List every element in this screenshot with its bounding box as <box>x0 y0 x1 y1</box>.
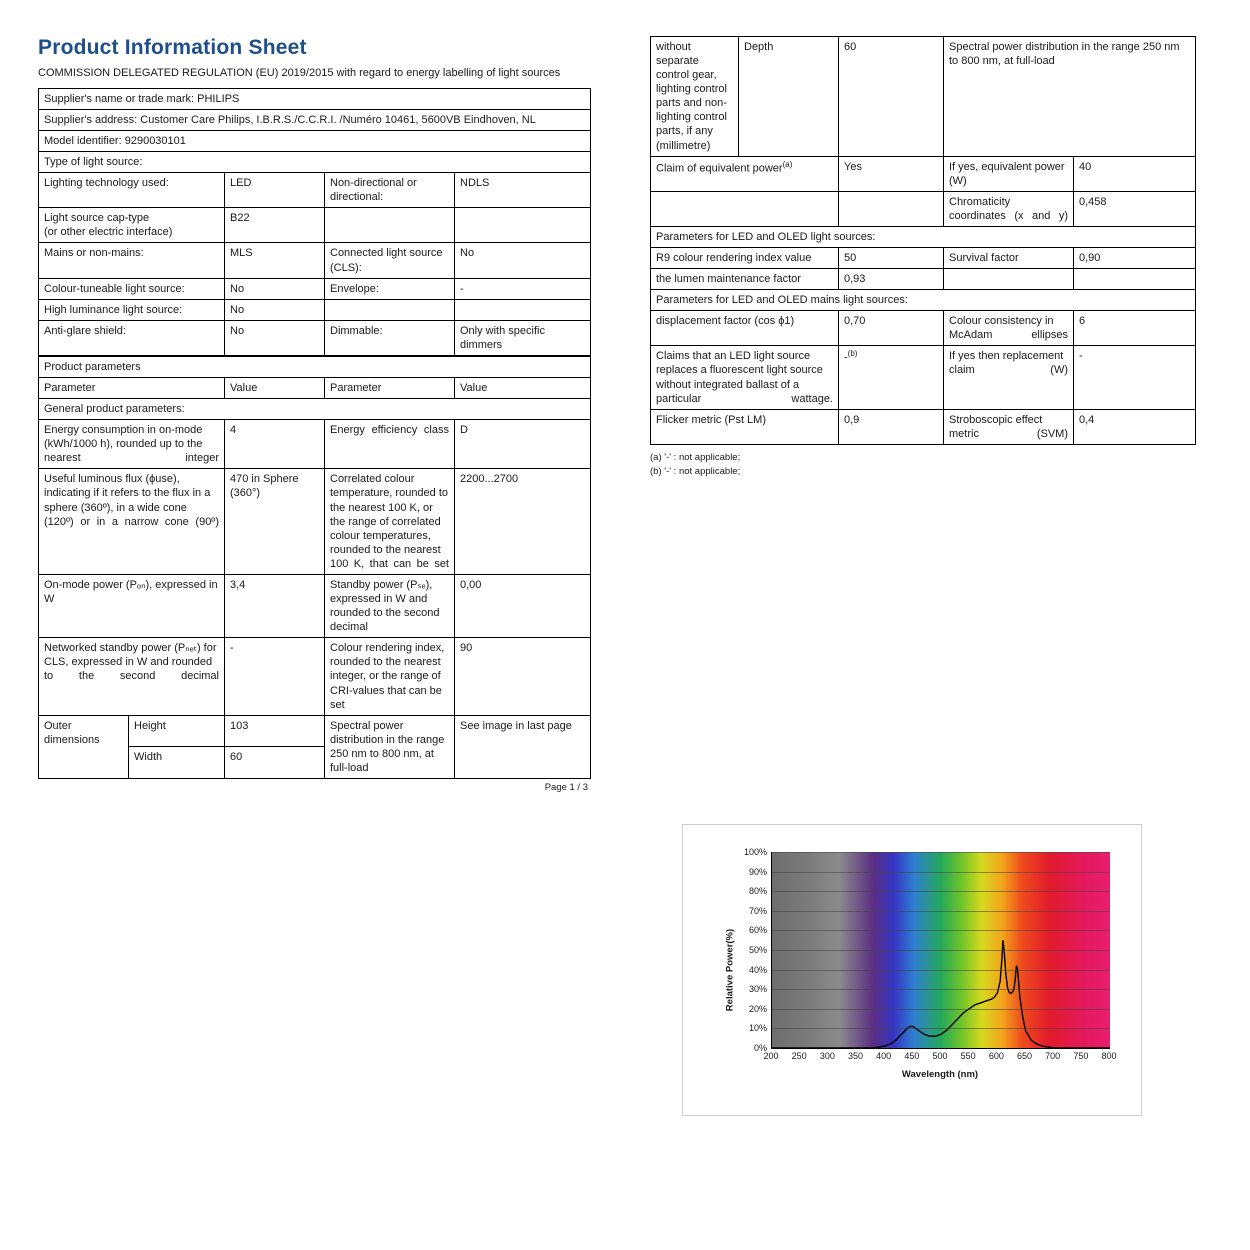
directionality-value: NDLS <box>455 173 591 208</box>
footnote-a: (a) '-' : not applicable; <box>650 451 741 463</box>
chart-gridline <box>772 989 1110 990</box>
cap-type-label-line2: (or other electric interface) <box>44 226 173 239</box>
displacement-factor-label: displacement factor (cos ϕ1) <box>651 311 839 346</box>
table-row <box>39 109 591 130</box>
colour-tuneable-label: Colour-tuneable light source: <box>39 278 225 299</box>
footnotes <box>650 451 1195 480</box>
width-value: 60 <box>225 747 325 779</box>
envelope-value: - <box>455 278 591 299</box>
chart-x-tick: 400 <box>876 1051 892 1061</box>
right-continuation-table <box>650 36 1196 445</box>
high-luminance-label: High luminance light source: <box>39 299 225 320</box>
type-of-light-source-header: Type of light source: <box>39 152 591 173</box>
chart-y-tick: 30% <box>748 984 767 995</box>
table-row <box>39 574 591 637</box>
table-row <box>651 269 1196 290</box>
led-oled-banner: Parameters for LED and OLED light sources: <box>651 226 1196 247</box>
lumen-maintenance-empty-value <box>1074 269 1196 290</box>
equivalent-power-value: 40 <box>1074 156 1196 191</box>
table-row <box>39 399 591 420</box>
footnote-b: (b) '-' : not applicable; <box>650 466 741 478</box>
fluorescent-replacement-value: -$^{(b)}$ <box>839 346 944 409</box>
lighting-technology-label: Lighting technology used: <box>39 173 225 208</box>
r9-label: R9 colour rendering index value <box>651 248 839 269</box>
chart-y-tick: 90% <box>748 866 767 877</box>
left-column <box>38 36 590 793</box>
equivalent-power-claim-label: Claim of equivalent power$^{(a)}$ <box>651 156 839 191</box>
page-number: Page 1 / 3 <box>544 781 588 793</box>
chart-y-tick: 60% <box>748 925 767 936</box>
high-luminance-value: No <box>225 299 325 320</box>
lumen-maintenance-value: 0,93 <box>839 269 944 290</box>
chart-gridline <box>772 970 1110 971</box>
networked-standby-value: - <box>225 638 325 715</box>
table-row <box>651 290 1196 311</box>
col-header-parameter-2: Parameter <box>325 378 455 399</box>
chart-y-tick: 50% <box>748 945 767 955</box>
connected-light-source-label: Connected light source (CLS): <box>325 243 455 278</box>
table-row <box>39 715 591 747</box>
chart-y-tick: 20% <box>748 1003 767 1014</box>
stroboscopic-label: Stroboscopic effect metric (SVM) <box>944 409 1074 444</box>
supplier-name-label: Supplier's name or trade mark: <box>44 92 195 105</box>
on-mode-power-label: On-mode power (Pₒₙ), expressed in W <box>39 574 225 637</box>
outer-dimensions-label: Outer dimensions <box>39 715 129 778</box>
chart-x-tick: 700 <box>1045 1051 1061 1061</box>
chromaticity-value: 0,458 <box>1074 191 1196 226</box>
chart-x-tick: 800 <box>1101 1051 1117 1061</box>
chromaticity-empty-value <box>839 191 944 226</box>
stroboscopic-value: 0,4 <box>1074 409 1196 444</box>
lumen-maintenance-label: the lumen maintenance factor <box>651 269 839 290</box>
envelope-label: Envelope: <box>325 278 455 299</box>
depth-label: Depth <box>739 37 839 157</box>
replacement-claim-label: If yes then replacement claim (W) <box>944 346 1074 409</box>
col-header-value-2: Value <box>455 378 591 399</box>
colour-tuneable-value: No <box>225 278 325 299</box>
height-value: 103 <box>225 715 325 747</box>
chart-x-tick: 750 <box>1073 1051 1089 1061</box>
mains-label: Mains or non-mains: <box>39 243 225 278</box>
energy-class-value: D <box>455 420 591 469</box>
spectral-power-chart <box>682 824 1142 1116</box>
chart-y-tick: 0% <box>753 1043 767 1053</box>
standby-power-value: 0,00 <box>455 574 591 637</box>
colour-consistency-value: 6 <box>1074 311 1196 346</box>
anti-glare-value: No <box>225 320 325 355</box>
cap-type-label <box>39 208 225 243</box>
table-row <box>651 311 1196 346</box>
chart-x-tick: 500 <box>932 1051 948 1061</box>
height-label: Height <box>129 715 225 747</box>
spectral-power-value: See image in last page <box>455 715 591 778</box>
table-row <box>39 638 591 715</box>
directionality-label: Non-directional or directional: <box>325 173 455 208</box>
chart-x-tick: 350 <box>847 1051 864 1061</box>
chart-gridline <box>772 852 1110 853</box>
depth-value: 60 <box>839 37 944 157</box>
table-row <box>651 226 1196 247</box>
survival-factor-label: Survival factor <box>944 248 1074 269</box>
product-parameters-banner: Product parameters <box>39 356 591 377</box>
model-identifier-label: Model identifier: <box>44 135 122 147</box>
chart-y-tick: 80% <box>748 886 767 897</box>
page-title: Product Information Sheet <box>38 36 307 59</box>
table-row <box>651 156 1196 191</box>
model-identifier-cell <box>39 131 591 152</box>
supplier-name-cell <box>39 88 591 109</box>
product-parameters-table <box>38 356 591 779</box>
model-identifier-value: 9290030101 <box>124 135 186 147</box>
chart-x-tick: 250 <box>791 1051 807 1061</box>
supplier-address-label: Supplier's address: <box>44 113 138 126</box>
table-row <box>39 152 591 173</box>
equivalent-power-claim-value: Yes <box>839 156 944 191</box>
networked-standby-label: Networked standby power (Pₙₑₜ) for CLS, expressed in W and rounded to the second decimal <box>39 638 225 715</box>
cri-label: Colour rendering index, rounded to the nearest integer, or the range of CRI-values that can be set <box>325 638 455 715</box>
chart-gridline <box>772 950 1110 951</box>
table-row <box>39 299 591 320</box>
energy-consumption-label: Energy consumption in on-mode (kWh/1000 h), rounded up to the nearest integer <box>39 420 225 469</box>
supplier-address-cell <box>39 109 591 130</box>
connected-light-source-value: No <box>455 243 591 278</box>
chart-x-tick: 650 <box>1016 1051 1033 1061</box>
cap-type-empty-value <box>455 208 591 243</box>
cri-value: 90 <box>455 638 591 715</box>
chromaticity-empty-label <box>651 191 839 226</box>
chart-x-tick: 600 <box>988 1051 1004 1061</box>
mains-value: MLS <box>225 243 325 278</box>
high-luminance-empty-label <box>325 299 455 320</box>
chart-x-axis-label: Wavelength (nm) <box>901 1069 979 1080</box>
table-row <box>39 88 591 109</box>
high-luminance-empty-value <box>455 299 591 320</box>
colour-temperature-label: Correlated colour temperature, rounded to the nearest 100 K, or the range of correlated colour temperatures, rounded to the nearest 100 K, that can be set <box>325 469 455 575</box>
table-row <box>651 409 1196 444</box>
supplier-table <box>38 88 591 356</box>
survival-factor-value: 0,90 <box>1074 248 1196 269</box>
chart-gridline <box>772 930 1110 931</box>
spectral-range-label: Spectral power distribution in the range 250 nm to 800 nm, at full-load <box>944 37 1196 157</box>
table-row <box>651 191 1196 226</box>
chart-y-tick: 10% <box>748 1023 767 1034</box>
col-header-value-1: Value <box>225 378 325 399</box>
table-row <box>39 378 591 399</box>
flicker-metric-label: Flicker metric (Pst LM) <box>651 409 839 444</box>
cap-type-label-line1: Light source cap-type <box>44 212 150 225</box>
supplier-name-value: PHILIPS <box>197 92 240 105</box>
standby-power-label: Standby power (Pₛₑ), expressed in W and rounded to the second decimal <box>325 574 455 637</box>
cap-type-empty-label <box>325 208 455 243</box>
dimmable-value: Only with specific dimmers <box>455 320 591 355</box>
replacement-claim-value: - <box>1074 346 1196 409</box>
colour-temperature-value: 2200...2700 <box>455 469 591 575</box>
table-row <box>39 208 591 243</box>
chart-y-tick: 70% <box>748 905 767 916</box>
spectral-power-label: Spectral power distribution in the range 250 nm to 800 nm, at full-load <box>325 715 455 778</box>
right-column <box>650 36 1195 479</box>
chart-inner <box>683 825 1141 1115</box>
mains-banner: Parameters for LED and OLED mains light sources: <box>651 290 1196 311</box>
colour-consistency-label: Colour consistency in McAdam ellipses <box>944 311 1074 346</box>
flicker-metric-value: 0,9 <box>839 409 944 444</box>
table-row <box>39 469 591 575</box>
chart-y-axis-label: Relative Power(%) <box>724 928 736 1012</box>
cap-type-value: B22 <box>225 208 325 243</box>
supplier-address-value: Customer Care Philips, I.B.R.S./C.C.R.I. /Numéro 10461, 5600VB Eindhoven, NL <box>140 113 536 126</box>
on-mode-power-value: 3,4 <box>225 574 325 637</box>
table-row <box>651 346 1196 409</box>
chart-gridline <box>772 1009 1110 1010</box>
table-row <box>39 278 591 299</box>
chart-y-tick: 40% <box>748 964 767 975</box>
without-separate-control-label: without separate control gear, lighting control parts and non-lighting control parts, if any (millimetre) <box>651 37 739 157</box>
energy-class-label: Energy efficiency class <box>325 420 455 469</box>
lighting-technology-value: LED <box>225 173 325 208</box>
general-parameters-banner: General product parameters: <box>39 399 591 420</box>
table-row <box>39 173 591 208</box>
chart-x-tick: 550 <box>960 1051 976 1061</box>
luminous-flux-label: Useful luminous flux (ϕuse), indicating if it refers to the flux in a sphere (360º), in a wide cone (120º) or in a narrow cone (90º) <box>39 469 225 575</box>
equivalent-power-label: If yes, equivalent power (W) <box>944 156 1074 191</box>
chart-gridline <box>772 891 1110 892</box>
chromaticity-label: Chromaticity coordinates (x and y) <box>944 191 1074 226</box>
fluorescent-replacement-label: Claims that an LED light source replaces a fluorescent light source without integrated ballast of a particular wattage. <box>651 346 839 409</box>
displacement-factor-value: 0,70 <box>839 311 944 346</box>
chart-gridline <box>772 1028 1110 1029</box>
chart-x-tick: 200 <box>763 1051 779 1061</box>
chart-gridline <box>772 911 1110 912</box>
chart-x-tick: 450 <box>904 1051 920 1061</box>
lumen-maintenance-empty-label <box>944 269 1074 290</box>
chart-gridline <box>772 872 1110 873</box>
dimmable-label: Dimmable: <box>325 320 455 355</box>
chart-x-ticks <box>763 1051 1117 1065</box>
r9-value: 50 <box>839 248 944 269</box>
col-header-parameter-1: Parameter <box>39 378 225 399</box>
table-row <box>651 37 1196 157</box>
width-label: Width <box>129 747 225 779</box>
energy-consumption-value: 4 <box>225 420 325 469</box>
luminous-flux-value: 470 in Sphere (360°) <box>225 469 325 575</box>
table-row <box>39 131 591 152</box>
chart-y-tick: 100% <box>743 847 767 857</box>
chart-plot-area <box>771 852 1110 1049</box>
chart-gridline <box>772 1048 1110 1049</box>
table-row <box>39 356 591 377</box>
regulation-subtitle: COMMISSION DELEGATED REGULATION (EU) 2019/2015 with regard to energy labelling of light sources <box>38 67 561 79</box>
table-row <box>39 320 591 355</box>
chart-x-tick: 300 <box>819 1051 835 1061</box>
anti-glare-label: Anti-glare shield: <box>39 320 225 355</box>
table-row <box>651 248 1196 269</box>
table-row <box>39 243 591 278</box>
table-row <box>39 420 591 469</box>
